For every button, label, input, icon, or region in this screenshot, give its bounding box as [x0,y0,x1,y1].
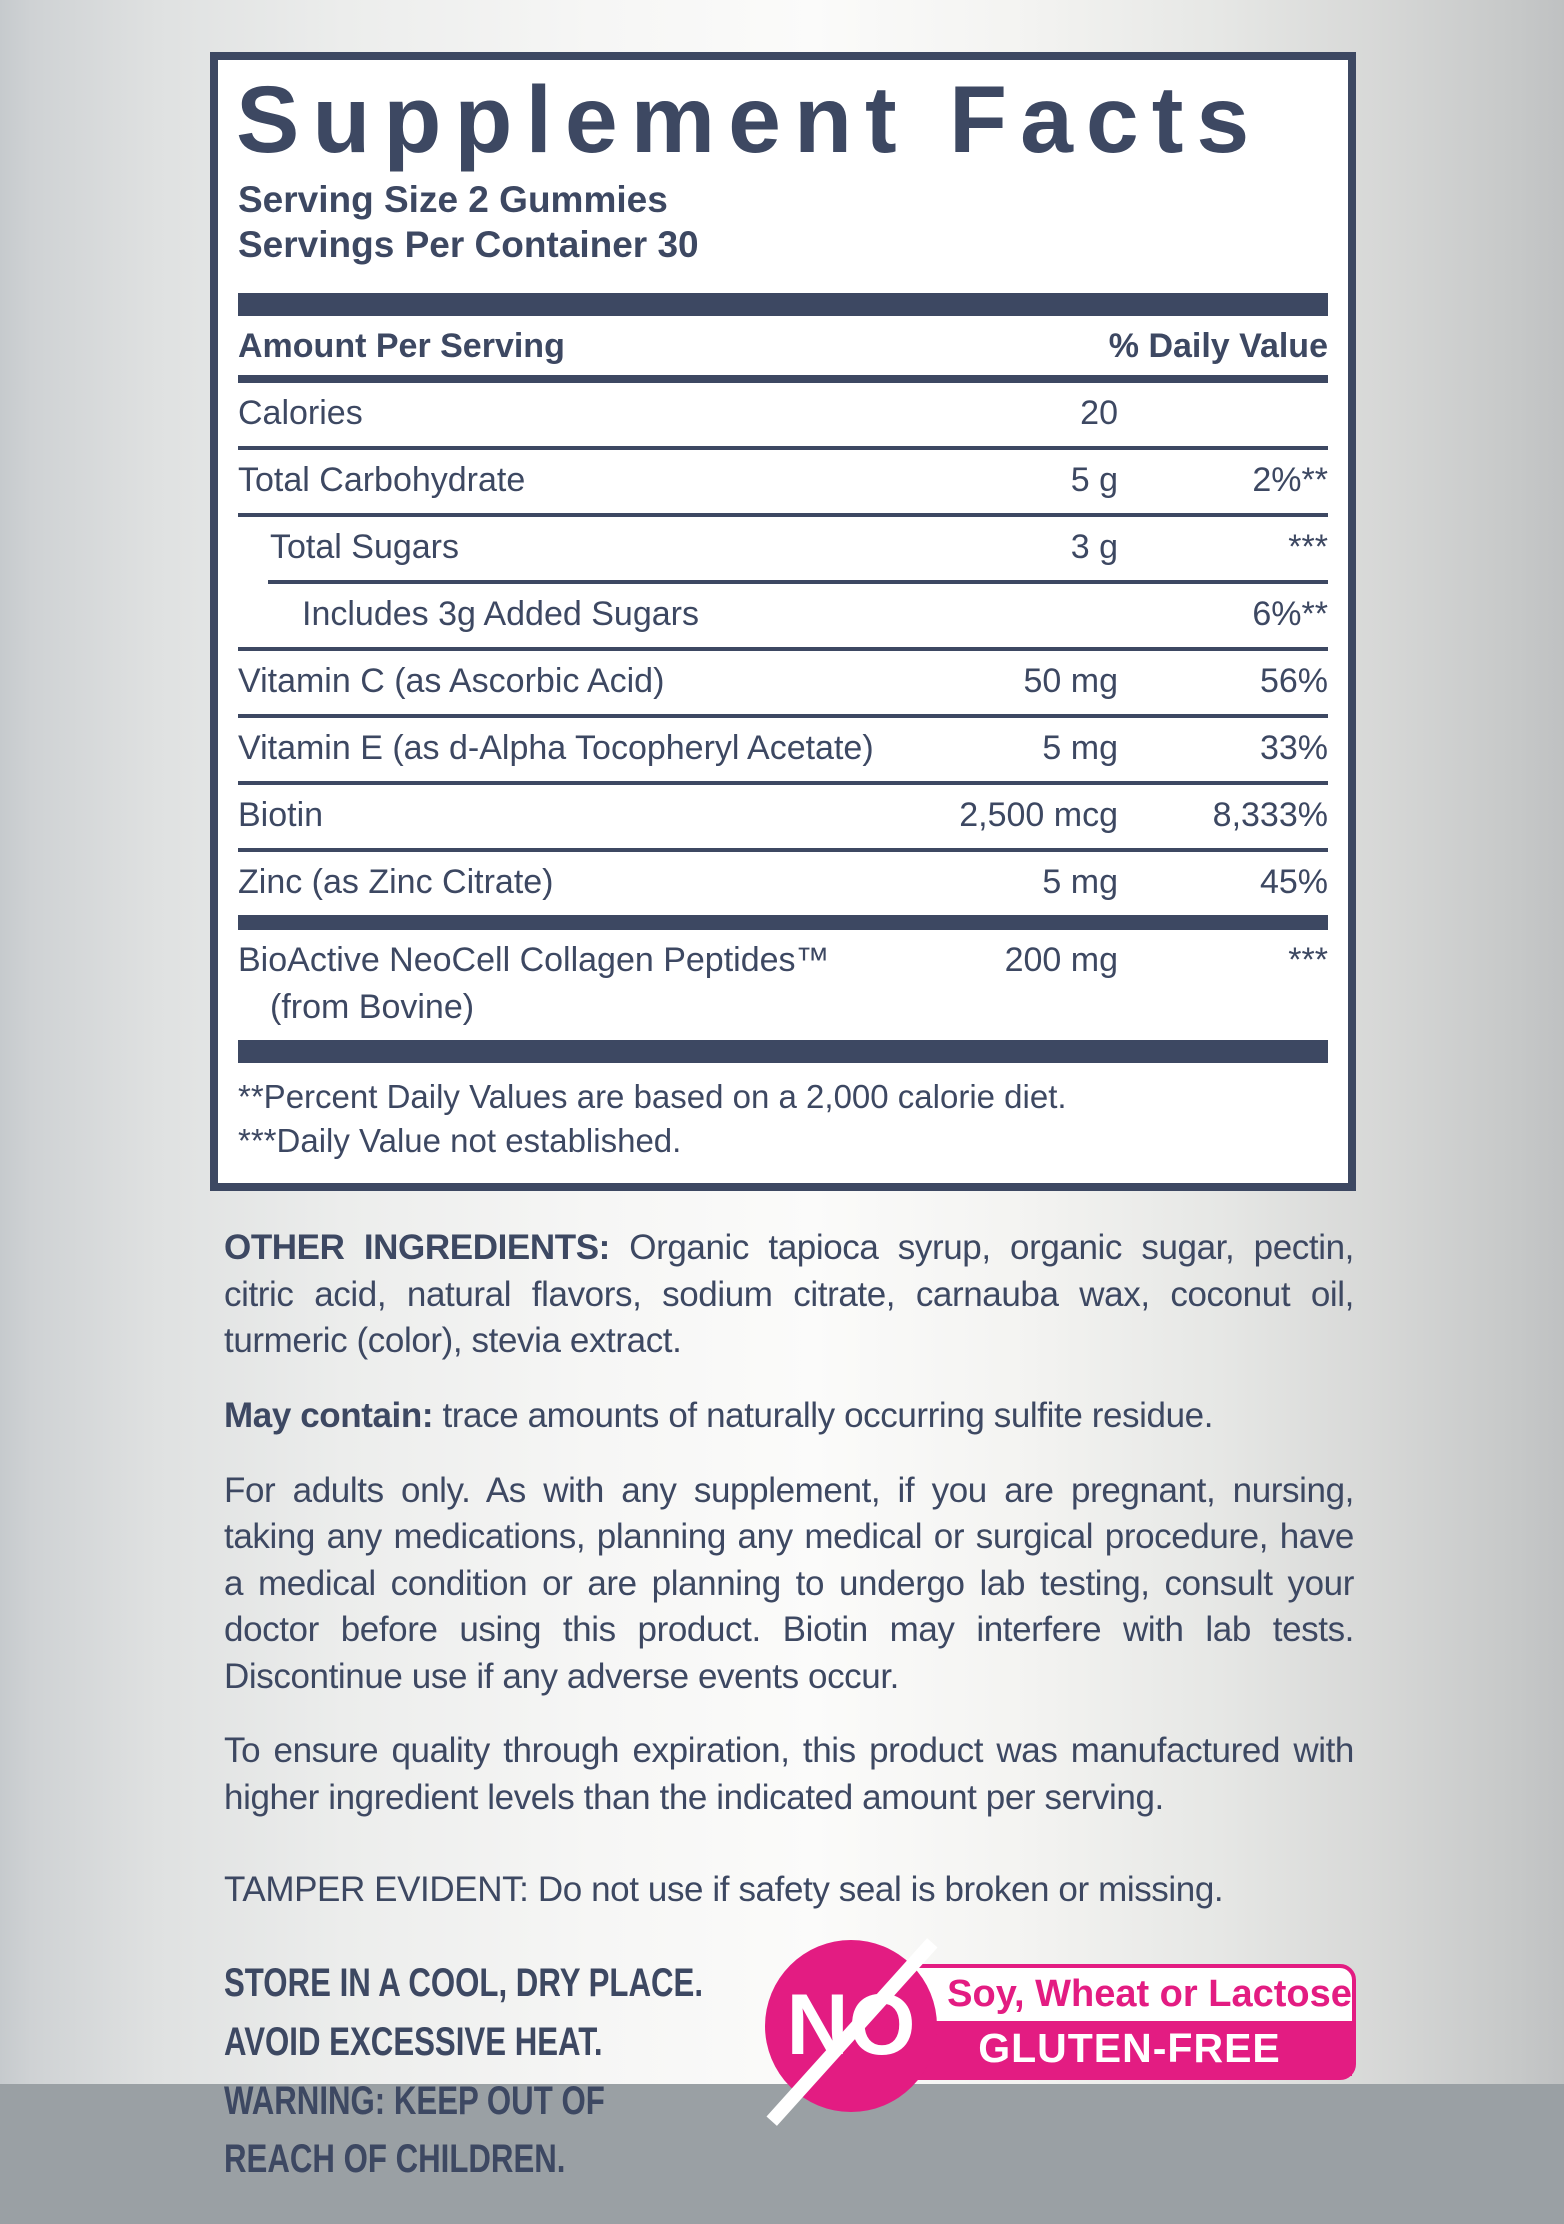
nutrient-row-total-sugars [238,517,1328,580]
table-header-row [238,316,1328,375]
divider-medium [238,915,1328,930]
servings-per-container: Servings Per Container 30 [238,223,699,265]
nutrient-amount: 3 g [1070,527,1118,566]
nutrient-amount: 5 mg [1042,862,1118,901]
serving-size: Serving Size 2 Gummies [238,178,668,220]
nutrient-name: Total Carbohydrate [238,460,526,499]
nutrient-name-source: (from Bovine) [270,987,475,1026]
adults-warning: For adults only. As with any supplement, if you are pregnant, nursing, taking any medications, planning any medical or surgical procedure, have a medical condition or are planning to undergo lab testing, consult your doctor before using this product. Biotin may interfere with lab tests. Discontinue use if any adverse events occur. [224,1470,1354,1696]
nutrient-row-biotin [238,785,1328,848]
other-ingredients-text: Organic tapioca syrup, organic sugar, pectin, citric acid, natural flavors, sodium citrate, carnauba wax, coconut oil, turmeric (color), stevia extract. [224,1228,1354,1361]
divider-thick-top [238,293,1328,316]
storage-warning [224,1954,703,2189]
nutrient-row-carbohydrate [238,450,1328,513]
tamper-notice: TAMPER EVIDENT: Do not use if safety seal is broken or missing. [224,1870,1224,1910]
panel-title: Supplement Facts [236,67,1263,173]
footnote-daily-values: **Percent Daily Values are based on a 2,000 calorie diet. [238,1077,1067,1115]
badge-claim-line1: Soy, Wheat or Lactose [947,1972,1352,2015]
label-content [210,52,1356,2224]
other-ingredients-label: OTHER INGREDIENTS: [224,1228,610,1268]
nutrient-dv: 33% [1259,728,1328,767]
nutrient-amount: 200 mg [1004,940,1118,979]
nutrient-dv: *** [1288,527,1328,566]
nutrient-name: Biotin [238,795,324,834]
footnote-dv-not-established: ***Daily Value not established. [238,1122,682,1160]
badge-claim-bottom [867,2021,1352,2076]
no-badge [755,1940,1356,2180]
storage-line: WARNING: KEEP OUT OF [224,2078,605,2123]
nutrient-dv: 6%** [1252,594,1328,633]
nutrient-row-vitamin-e [238,718,1328,781]
storage-line: AVOID EXCESSIVE HEAT. [224,2019,603,2064]
nutrient-name: Vitamin E (as d-Alpha Tocopheryl Acetate) [238,728,874,767]
nutrient-row-zinc [238,852,1328,915]
nutrient-name: Calories [238,393,363,432]
may-contain-text: trace amounts of naturally occurring sulfite residue. [442,1396,1214,1436]
nutrient-amount: 50 mg [1023,661,1118,700]
nutrient-amount: 5 g [1070,460,1118,499]
may-contain [224,1393,1354,1440]
nutrient-row-added-sugars [238,584,1328,647]
nutrient-name: Total Sugars [270,527,459,566]
nutrient-name [238,941,943,1027]
nutrient-dv: 45% [1259,862,1328,901]
daily-value-header: % Daily Value [1108,326,1328,365]
quality-note: To ensure quality through expiration, this product was manufactured with higher ingredient levels than the indicated amount per serving. [224,1731,1354,1817]
nutrient-amount: 2,500 mcg [959,795,1118,834]
nutrient-amount: 5 mg [1042,728,1118,767]
no-text: NO [786,1977,916,2074]
nutrient-dv: 8,333% [1212,795,1328,834]
footnotes [238,1063,1328,1167]
nutrient-row-collagen [238,930,1328,1040]
nutrient-name: Includes 3g Added Sugars [302,594,699,633]
nutrient-name-main: BioActive NeoCell Collagen Peptides™ [238,940,830,979]
divider-medium [238,375,1328,383]
nutrient-row-calories [238,383,1328,446]
amount-per-serving-header: Amount Per Serving [238,326,565,365]
nutrient-amount: 20 [1080,393,1118,432]
divider-thick-bottom [238,1040,1328,1063]
may-contain-label: May contain: [224,1396,434,1436]
other-ingredients [224,1225,1354,1365]
storage-and-badge-row [210,1954,1356,2224]
nutrient-name: Zinc (as Zinc Citrate) [238,862,554,901]
badge-claim-top [867,1968,1352,2021]
nutrient-dv: 2%** [1252,460,1328,499]
storage-line: STORE IN A COOL, DRY PLACE. [224,1960,704,2005]
no-circle-icon [765,1940,937,2112]
nutrient-dv: 56% [1259,661,1328,700]
supplement-facts-panel [210,52,1356,1191]
badge-claim-line2: GLUTEN-FREE [978,2024,1281,2071]
nutrient-dv: *** [1288,940,1328,979]
nutrient-name: Vitamin C (as Ascorbic Acid) [238,661,665,700]
storage-line: REACH OF CHILDREN. [224,2137,566,2182]
nutrient-row-vitamin-c [238,651,1328,714]
